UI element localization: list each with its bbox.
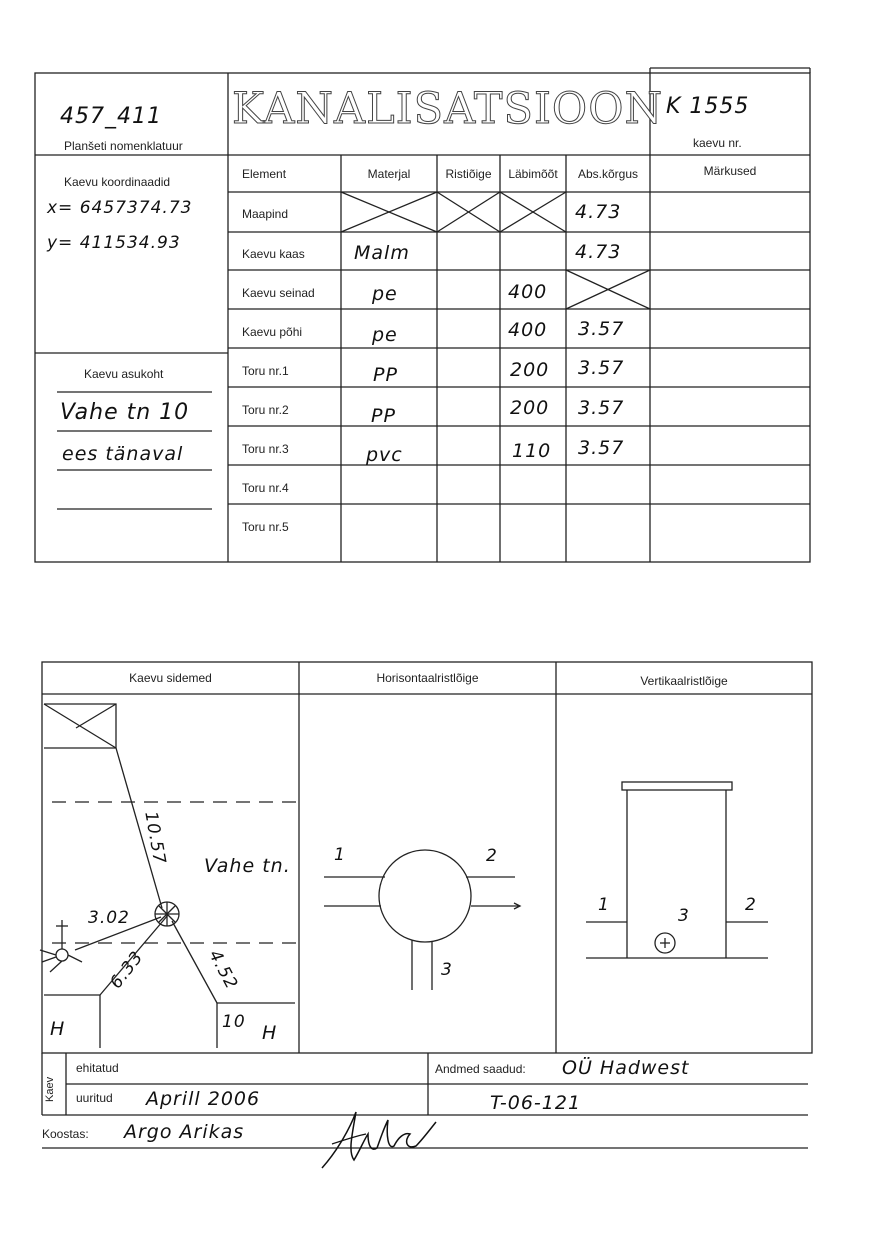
dimension-1057: 10.57 — [140, 809, 170, 867]
surveyed-label: uuritud — [76, 1091, 113, 1105]
row-element: Toru nr.5 — [242, 520, 289, 534]
nomenclature-label: Planšeti nomenklatuur — [64, 139, 183, 153]
row-element: Kaevu seinad — [242, 286, 315, 300]
dimension-302: 3.02 — [88, 908, 130, 928]
footer-side-label: Kaev — [44, 1076, 56, 1102]
horizontal-pipe-3-label: 3 — [441, 960, 453, 980]
horizontal-pipe-1-label: 1 — [334, 845, 346, 865]
built-label: ehitatud — [76, 1061, 119, 1075]
vertical-pipe-2-label: 2 — [745, 895, 757, 915]
location-label: Kaevu asukoht — [84, 367, 164, 381]
row-material: pe — [372, 283, 398, 305]
compiler-value: Argo Arikas — [124, 1121, 245, 1143]
coordinate-y: y= 411534.93 — [47, 233, 181, 253]
diagram-header-vertical: Vertikaalristlõige — [640, 674, 728, 688]
house-letter-right: H — [262, 1022, 278, 1044]
row-diameter: 110 — [512, 440, 552, 462]
row-element: Toru nr.3 — [242, 442, 289, 456]
row-material: PP — [373, 364, 398, 386]
location-line-1: Vahe tn 10 — [60, 400, 190, 425]
well-number: K 1555 — [666, 94, 750, 119]
row-diameter: 400 — [508, 281, 548, 303]
compiler-label: Koostas: — [42, 1127, 89, 1141]
row-element: Kaevu põhi — [242, 325, 303, 339]
row-material: pvc — [366, 444, 403, 466]
row-diameter: 200 — [510, 359, 550, 381]
row-diameter: 400 — [508, 319, 548, 341]
data-source-code: T-06-121 — [490, 1092, 582, 1114]
row-height: 3.57 — [578, 318, 625, 340]
diagram-header-connections: Kaevu sidemed — [129, 671, 212, 685]
data-source-label: Andmed saadud: — [435, 1062, 526, 1076]
header-cross-section: Ristiõige — [445, 167, 492, 181]
row-material: Malm — [354, 242, 410, 264]
row-height: 4.73 — [575, 241, 622, 263]
row-height: 3.57 — [578, 397, 625, 419]
header-remarks: Märkused — [703, 164, 757, 178]
dimension-633: 6.33 — [106, 947, 148, 993]
form-title: KANALISATSIOON — [232, 84, 664, 134]
surveyed-value: Aprill 2006 — [146, 1088, 261, 1110]
row-element: Toru nr.4 — [242, 481, 289, 495]
row-material: PP — [371, 405, 396, 427]
horizontal-pipe-2-label: 2 — [486, 846, 498, 866]
row-diameter: 200 — [510, 397, 550, 419]
well-number-label: kaevu nr. — [693, 136, 742, 150]
dimension-452: 4.52 — [204, 946, 242, 994]
vertical-pipe-1-label: 1 — [598, 895, 610, 915]
data-source-value: OÜ Hadwest — [562, 1057, 690, 1079]
header-diameter: Läbimõõt — [508, 167, 558, 181]
header-material: Materjal — [367, 167, 411, 181]
diagram-header-horizontal: Horisontaalristlõige — [376, 671, 479, 685]
row-element: Maapind — [242, 207, 289, 221]
row-element: Kaevu kaas — [242, 247, 305, 261]
vertical-pipe-3-label: 3 — [678, 906, 690, 926]
row-height: 4.73 — [575, 201, 622, 223]
row-height: 3.57 — [578, 357, 625, 379]
nomenclature-value: 457_411 — [60, 104, 162, 129]
row-element: Toru nr.2 — [242, 403, 289, 417]
location-line-2: ees tänaval — [62, 443, 184, 465]
coordinate-x: x= 6457374.73 — [47, 198, 193, 218]
row-height: 3.57 — [578, 437, 625, 459]
coordinates-label: Kaevu koordinaadid — [64, 175, 171, 189]
row-element: Toru nr.1 — [242, 364, 289, 378]
house-number: 10 — [222, 1012, 246, 1032]
header-abs-height: Abs.kõrgus — [577, 167, 639, 181]
street-name: Vahe tn. — [204, 855, 291, 877]
row-material: pe — [372, 324, 398, 346]
house-letter-left: H — [50, 1018, 66, 1040]
header-element: Element — [242, 167, 287, 181]
